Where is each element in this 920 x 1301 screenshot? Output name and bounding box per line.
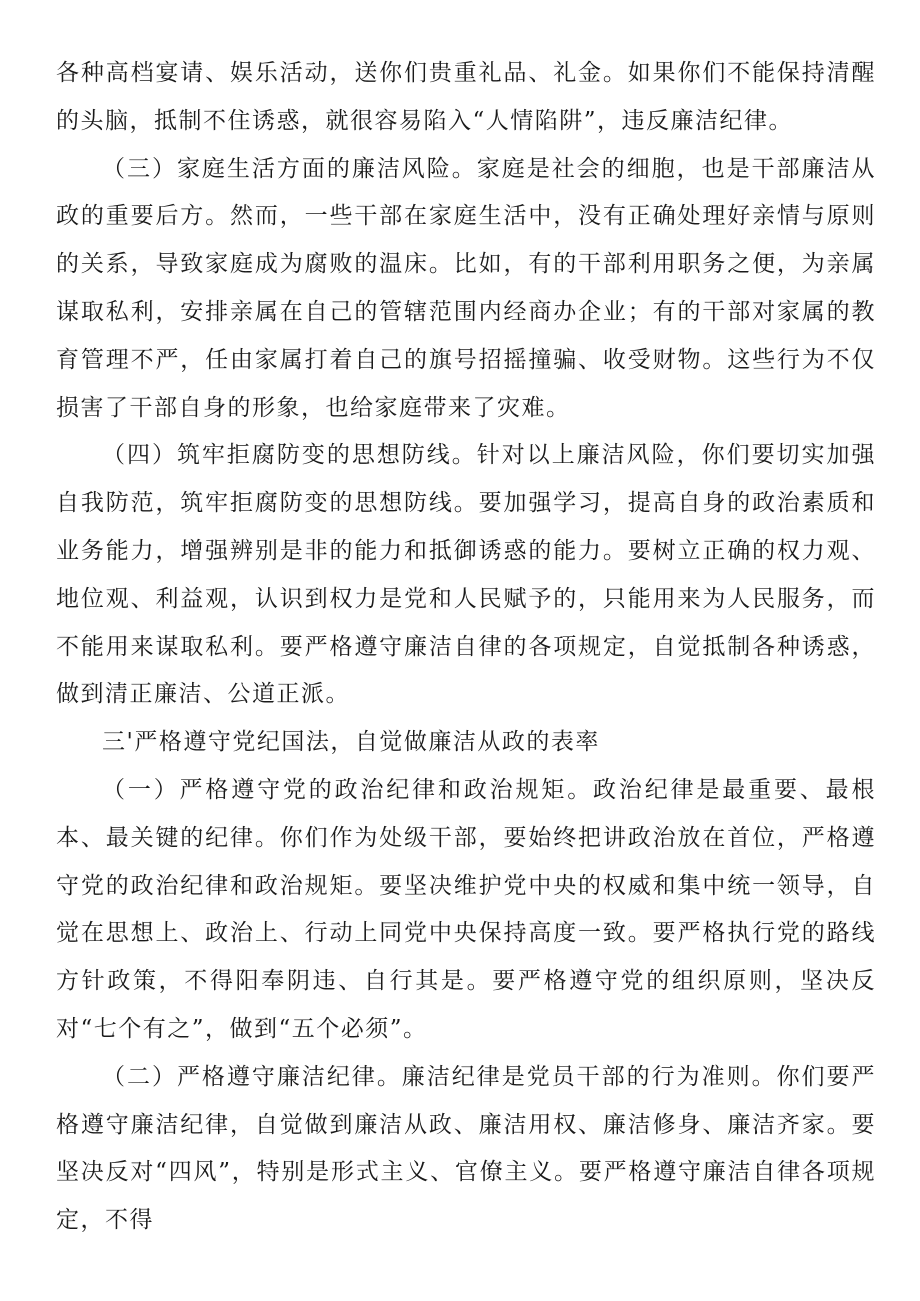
document-page: [56, 50, 876, 1245]
paragraph-family-risk: （三）家庭生活方面的廉洁风险。家庭是社会的细胞，也是干部廉洁从政的重要后方。然而，一些干部在家庭生活中，没有正确处理好亲情与原则的关系，导致家庭成为腐败的温床。比如，有的干部利用职务之便，为亲属谋取私利，安排亲属在自己的管辖范围内经商办企业；有的干部对家属的教育管理不严，任由家属打着自己的旗号招摇撞骗、收受财物。这些行为不仅损害了干部自身的形象，也给家庭带来了灾难。: [56, 155, 876, 421]
section-heading-three: 三'严格遵守党纪国法，自觉做廉洁从政的表率: [102, 729, 600, 756]
paragraph-ideological-defense: （四）筑牢拒腐防变的思想防线。针对以上廉洁风险，你们要切实加强自我防范，筑牢拒腐防变的思想防线。要加强学习，提高自身的政治素质和业务能力，增强辨别是非的能力和抵御诱惑的能力。要树立正确的权力观、地位观、利益观，认识到权力是党和人民赋予的，只能用来为人民服务，而不能用来谋取私利。要严格遵守廉洁自律的各项规定，自觉抵制各种诱惑，做到清正廉洁、公道正派。: [56, 442, 876, 708]
paragraph-integrity-discipline: （二）严格遵守廉洁纪律。廉洁纪律是党员干部的行为准则。你们要严格遵守廉洁纪律，自觉做到廉洁从政、廉洁用权、廉洁修身、廉洁齐家。要坚决反对“四风”，特别是形式主义、官僚主义。要严格遵守廉洁自律各项规定，不得: [56, 1063, 876, 1234]
paragraph-continued: 各种高档宴请、娱乐活动，送你们贵重礼品、礼金。如果你们不能保持清醒的头脑，抵制不住诱惑，就很容易陷入“人情陷阱”，违反廉洁纪律。: [56, 60, 876, 134]
paragraph-political-discipline: （一）严格遵守党的政治纪律和政治规矩。政治纪律是最重要、最根本、最关键的纪律。你们作为处级干部，要始终把讲政治放在首位，严格遵守党的政治纪律和政治规矩。要坚决维护党中央的权威和集中统一领导，自觉在思想上、政治上、行动上同党中央保持高度一致。要严格执行党的路线方针政策，不得阳奉阴违、自行其是。要严格遵守党的组织原则，坚决反对“七个有之”，做到“五个必须”。: [56, 776, 876, 1042]
